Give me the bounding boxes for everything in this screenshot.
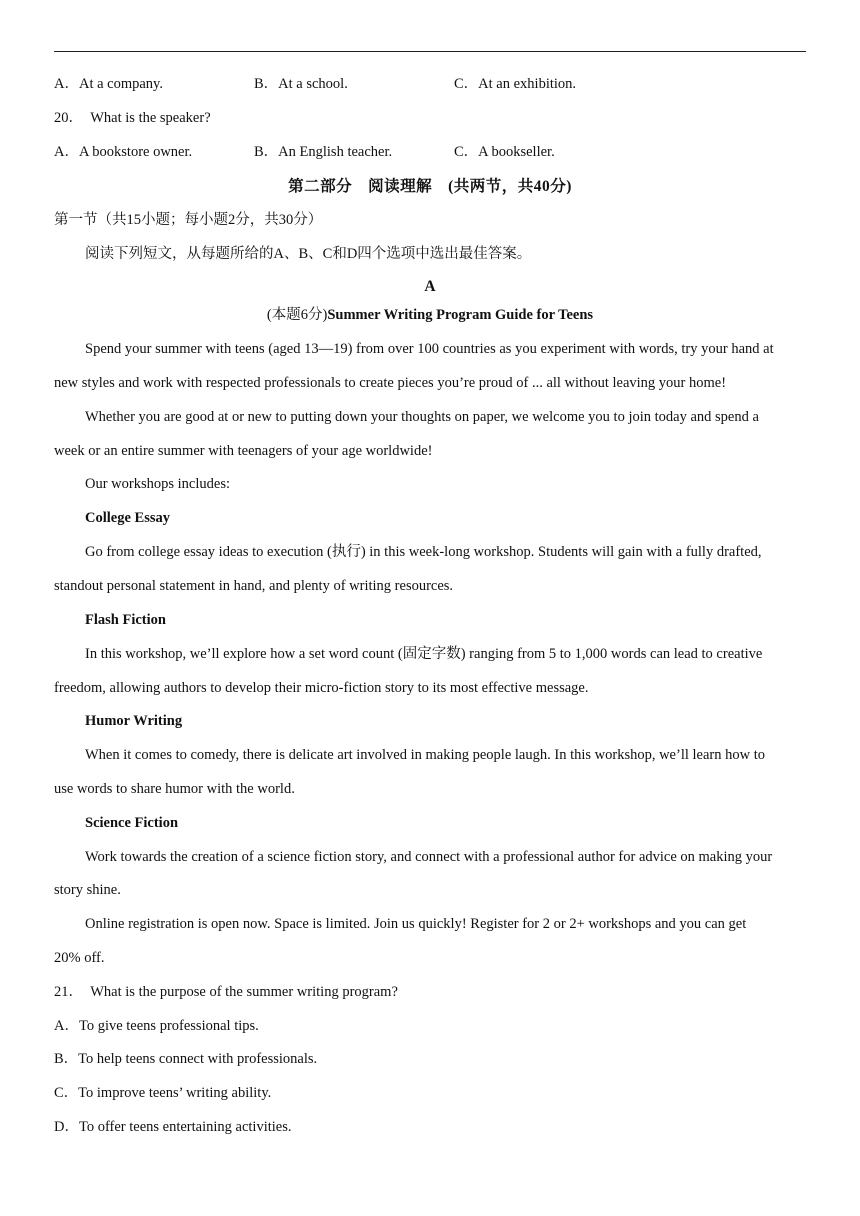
q19-option-b: B．At a school.: [254, 76, 348, 92]
paragraph-2-line-1: Whether you are good at or new to putting down your thoughts on paper, we welcome you to join today and spend a: [85, 409, 759, 425]
q21-option-b: B．To help teens connect with professionals.: [54, 1051, 318, 1067]
q20-option-a: A．A bookstore owner.: [54, 144, 193, 160]
paragraph-6-line-2: use words to share humor with the world.: [54, 781, 295, 797]
passage-title-text: Summer Writing Program Guide for Teens: [327, 307, 594, 323]
q21-option-c: C．To improve teens’ writing ability.: [54, 1085, 272, 1101]
paragraph-8-line-2: 20% off.: [54, 950, 105, 966]
q20-question: 20． What is the speaker?: [54, 110, 211, 126]
header-rule: [54, 51, 806, 52]
paragraph-5-line-2: freedom, allowing authors to develop their micro-fiction story to its most effective message.: [54, 680, 589, 696]
paragraph-1-line-2: new styles and work with respected professionals to create pieces you’re proud of ... all without leaving your home!: [54, 375, 727, 391]
paragraph-4-line-1: Go from college essay ideas to execution (执行) in this week-long workshop. Students will gain with a fully drafted,: [85, 544, 762, 560]
heading-humor-writing: Humor Writing: [85, 713, 183, 729]
passage-title-prefix: (本题6分): [266, 307, 328, 323]
heading-flash-fiction: Flash Fiction: [85, 612, 166, 628]
paragraph-4-line-2: standout personal statement in hand, and plenty of writing resources.: [54, 578, 454, 594]
heading-college-essay: College Essay: [85, 510, 170, 526]
paragraph-3: Our workshops includes:: [85, 476, 230, 492]
reading-instruction: 阅读下列短文，从每题所给的A、B、C和D四个选项中选出最佳答案。: [85, 246, 532, 262]
q19-option-c: C．At an exhibition.: [454, 76, 577, 92]
passage-letter: A: [424, 278, 436, 295]
paragraph-2-line-2: week or an entire summer with teenagers of your age worldwide!: [54, 443, 433, 459]
paragraph-7-line-2: story shine.: [54, 882, 121, 898]
paragraph-7-line-1: Work towards the creation of a science fiction story, and connect with a professional author for advice on making your: [85, 849, 773, 865]
paragraph-8-line-1: Online registration is open now. Space is limited. Join us quickly! Register for 2 or 2+ workshops and you can get: [85, 916, 747, 932]
q20-option-b: B．An English teacher.: [254, 144, 393, 160]
paragraph-6-line-1: When it comes to comedy, there is delicate art involved in making people laugh. In this workshop, we’ll learn how to: [85, 747, 765, 763]
part2-heading: 第二部分 阅读理解 (共两节，共40分): [288, 178, 572, 195]
heading-science-fiction: Science Fiction: [85, 815, 179, 831]
paragraph-5-line-1: In this workshop, we’ll explore how a set word count (固定字数) ranging from 5 to 1,000 words can lead to creative: [85, 646, 763, 662]
section1-label: 第一节（共15小题；每小题2分，共30分）: [54, 212, 323, 228]
passage-title: [54, 305, 806, 325]
paragraph-1-line-1: Spend your summer with teens (aged 13—19) from over 100 countries as you experiment with words, try your hand at: [85, 341, 774, 357]
q21-question: 21． What is the purpose of the summer writing program?: [54, 984, 398, 1000]
q19-option-a: A．At a company.: [54, 76, 163, 92]
q20-option-c: C．A bookseller.: [454, 144, 555, 160]
q21-option-d: D．To offer teens entertaining activities.: [54, 1119, 292, 1135]
q21-option-a: A．To give teens professional tips.: [54, 1018, 259, 1034]
